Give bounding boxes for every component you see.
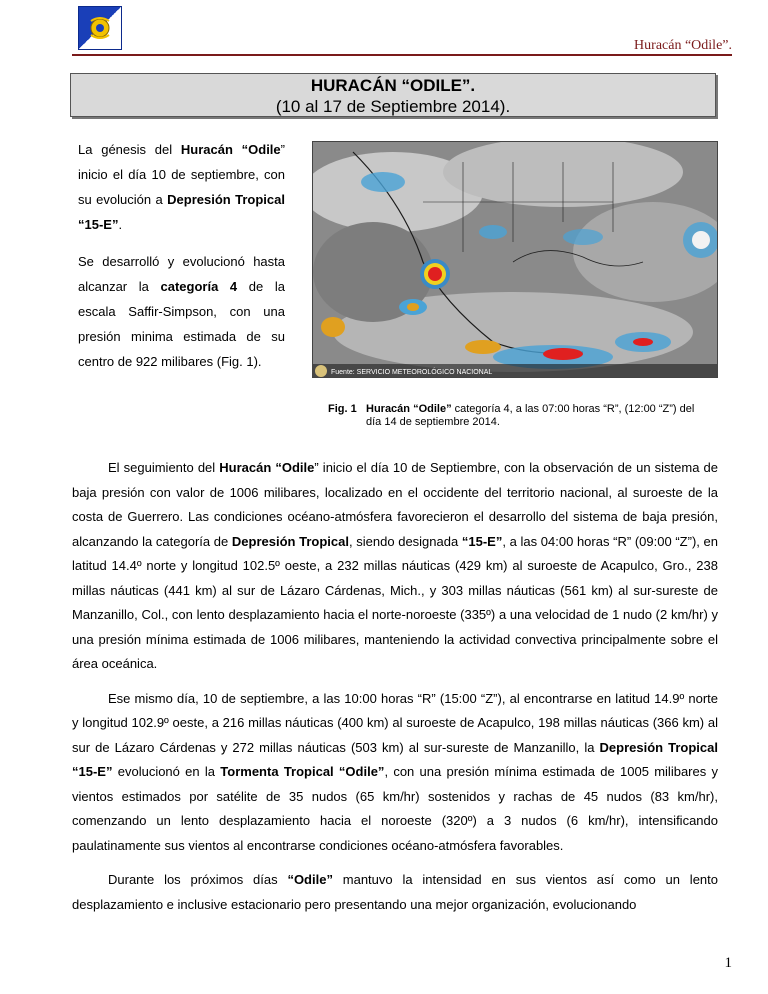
document-subtitle: (10 al 17 de Septiembre 2014). — [275, 97, 511, 116]
agency-logo — [78, 6, 122, 50]
intro-paragraph-2: Se desarrolló y evolucionó hasta alcanzar la categoría 4 de la escala Saffir-Simpson, con una presión minima estimada de su centro de 922 milibares (Fig. 1). — [78, 254, 285, 369]
body-paragraph-2: Ese mismo día, 10 de septiembre, a las 10:00 horas “R” (15:00 “Z”), al encontrarse en latitud 14.9º norte y longitud 102.9º oeste, a 216 millas náuticas (400 km) al suroeste de Acapulco, 198 millas náuticas (366 km) al sur de Lázaro Cárdenas y 272 millas náuticas (503 km) al sur-sureste de Manzanillo, la Depresión Tropical “15-E” evolucionó en la Tormenta Tropical “Odile”, con una presión mínima estimada de 1005 milibares y vientos estimados por satélite de 35 nudos (65 km/hr) sostenidos y rachas de 45 nudos (83 km/hr), comenzando un lento desplazamiento hacia el noroeste (320º) a 3 nudos (6 km/hr), intensificando paulatinamente sus vientos al encontrarse condiciones océano-atmósfera favorables. — [72, 690, 718, 853]
body-paragraph-1: El seguimiento del Huracán “Odile” inicio el día 10 de Septiembre, con la observación de un sistema de baja presión con valor de 1006 milibares, localizado en el occidente del territorio nacional, al suroeste de la costa de Guerrero. Las condiciones océano-atmósfera favorecieron el desarrollo del sistema de baja presión, alcanzando la categoría de Depresión Tropical, siendo designada “15-E”, a las 04:00 horas “R” (09:00 “Z”), en latitud 14.4º norte y longitud 102.5º oeste, a 232 millas náuticas (429 km) al suroeste de Acapulco, Gro., 238 millas náuticas (441 km) al sur de Lázaro Cárdenas, Mich., y 303 millas náuticas (561 km) al sur-sureste de Manzanillo, Col., con lento desplazamiento hacia el norte-noroeste (335º) a una velocidad de 1 nudo (2 km/hr) y una presión mínima estimada de 1006 milibares, manteniendo la actividad convectiva principalmente sobre el área oceánica. — [72, 460, 719, 671]
satellite-image — [312, 141, 718, 378]
page-number: 1 — [724, 955, 732, 971]
body-text — [72, 456, 718, 927]
caption-title: Huracán “Odile” — [366, 403, 452, 415]
intro-text — [78, 137, 285, 386]
document-title: HURACÁN “ODILE”. — [310, 76, 476, 95]
document-title-box — [70, 73, 716, 117]
header-rule — [72, 54, 732, 56]
figure-label: Fig. 1 — [328, 403, 357, 415]
seal-icon — [315, 365, 327, 377]
running-header: Huracán “Odile”. — [634, 38, 732, 53]
intro-paragraph-1: La génesis del Huracán “Odile” inicio el día 10 de septiembre, con su evolución a Depresión Tropical “15-E”. — [78, 142, 285, 232]
figure-caption — [328, 403, 708, 429]
logo-emblem-icon — [85, 13, 115, 43]
image-watermark: Fuente: SERVICIO METEOROLÓGICO NACIONAL — [331, 369, 493, 376]
caption-text: categoría 4, a las 07:00 horas “R”, (12:00 “Z”) del día 14 de septiembre 2014. — [366, 403, 695, 428]
body-paragraph-3: Durante los próximos días “Odile” mantuvo la intensidad en sus vientos así como un lento desplazamiento e inclusive estacionario pero presentando una mejor organización, evolucionando — [72, 872, 718, 912]
